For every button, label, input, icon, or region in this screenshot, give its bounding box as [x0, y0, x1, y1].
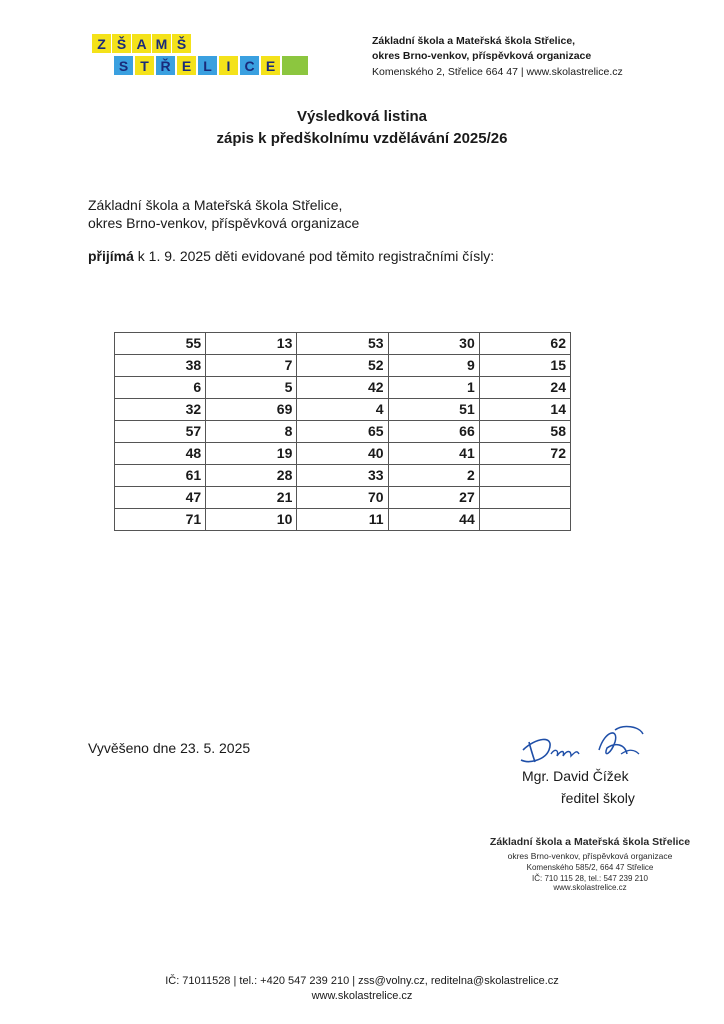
code-cell: 55	[115, 333, 206, 355]
logo-tile: A	[132, 34, 151, 53]
code-cell: 61	[115, 465, 206, 487]
code-cell: 10	[206, 509, 297, 531]
code-cell: 72	[479, 443, 570, 465]
code-cell: 38	[115, 355, 206, 377]
intro-line1: Základní škola a Mateřská škola Střelice,	[88, 197, 343, 213]
stamp-line1: Základní škola a Mateřská škola Střelice	[489, 836, 691, 848]
code-cell: 6	[115, 377, 206, 399]
code-cell	[479, 465, 570, 487]
code-cell: 53	[297, 333, 388, 355]
code-cell: 28	[206, 465, 297, 487]
table-row	[115, 377, 571, 399]
document-title: Výsledková listina	[296, 108, 428, 125]
code-cell: 24	[479, 377, 570, 399]
code-cell: 71	[115, 509, 206, 531]
code-cell: 27	[388, 487, 479, 509]
table-row	[115, 399, 571, 421]
logo-tile: E	[261, 56, 280, 75]
code-cell: 15	[479, 355, 570, 377]
signatory-name: Mgr. David Čížek	[522, 768, 629, 784]
code-cell: 30	[388, 333, 479, 355]
footer-contacts: IČ: 71011528 | tel.: +420 547 239 210 | zss@volny.cz, reditelna@skolastrelice.cz	[165, 975, 559, 987]
code-cell: 52	[297, 355, 388, 377]
table-row	[115, 443, 571, 465]
header-school-line1: Základní škola a Mateřská škola Střelice,	[372, 35, 576, 47]
code-cell: 9	[388, 355, 479, 377]
code-cell: 33	[297, 465, 388, 487]
code-cell: 48	[115, 443, 206, 465]
code-cell: 58	[479, 421, 570, 443]
posted-date: Vyvěšeno dne 23. 5. 2025	[88, 740, 251, 756]
header-school-name	[372, 34, 591, 64]
header-address: Komenského 2, Střelice 664 47 | www.skolastrelice.cz	[372, 66, 623, 78]
code-cell: 14	[479, 399, 570, 421]
logo-tile: L	[198, 56, 217, 75]
code-cell	[479, 509, 570, 531]
logo-tile: Š	[172, 34, 191, 53]
code-cell: 19	[206, 443, 297, 465]
logo-emblem-icon	[282, 56, 308, 75]
code-cell: 11	[297, 509, 388, 531]
code-cell: 62	[479, 333, 570, 355]
code-cell: 47	[115, 487, 206, 509]
code-cell: 1	[388, 377, 479, 399]
code-cell: 2	[388, 465, 479, 487]
code-cell: 51	[388, 399, 479, 421]
logo-tile: I	[219, 56, 238, 75]
logo-tile: S	[114, 56, 133, 75]
code-cell: 65	[297, 421, 388, 443]
header-school-line2: okres Brno-venkov, příspěvková organizace	[372, 50, 592, 62]
intro-line2: okres Brno-venkov, příspěvková organizace	[88, 215, 360, 231]
logo-tile: E	[177, 56, 196, 75]
table-row	[115, 333, 571, 355]
table-row	[115, 487, 571, 509]
accept-bold: přijímá	[88, 248, 134, 264]
school-logo	[92, 30, 322, 80]
code-cell: 44	[388, 509, 479, 531]
code-cell: 40	[297, 443, 388, 465]
code-cell: 7	[206, 355, 297, 377]
school-stamp	[470, 836, 710, 892]
logo-tile: Š	[112, 34, 131, 53]
code-cell: 5	[206, 377, 297, 399]
code-cell: 41	[388, 443, 479, 465]
code-cell: 21	[206, 487, 297, 509]
code-cell: 66	[388, 421, 479, 443]
code-cell: 57	[115, 421, 206, 443]
registration-codes-table	[114, 332, 571, 531]
signatory-role: ředitel školy	[561, 790, 635, 806]
accept-sentence	[88, 248, 494, 264]
code-cell: 70	[297, 487, 388, 509]
logo-tile: Ř	[156, 56, 175, 75]
code-cell	[479, 487, 570, 509]
table-row	[115, 465, 571, 487]
code-cell: 13	[206, 333, 297, 355]
code-cell: 32	[115, 399, 206, 421]
footer-website: www.skolastrelice.cz	[311, 990, 413, 1002]
handwritten-signature	[515, 720, 655, 770]
code-cell: 8	[206, 421, 297, 443]
logo-tile: C	[240, 56, 259, 75]
code-cell: 42	[297, 377, 388, 399]
stamp-line2: okres Brno-venkov, příspěvková organizace	[507, 851, 673, 861]
code-cell: 69	[206, 399, 297, 421]
logo-tile: T	[135, 56, 154, 75]
stamp-line5: www.skolastrelice.cz	[553, 883, 627, 892]
logo-tile: M	[152, 34, 171, 53]
stamp-line3: Komenského 585/2, 664 47 Střelice	[526, 863, 654, 872]
table-row	[115, 421, 571, 443]
logo-tile: Z	[92, 34, 111, 53]
code-cell: 4	[297, 399, 388, 421]
table-row	[115, 509, 571, 531]
accept-rest: k 1. 9. 2025 děti evidované pod těmito registračními čísly:	[133, 248, 495, 264]
table-row	[115, 355, 571, 377]
stamp-line4: IČ: 710 115 28, tel.: 547 239 210	[532, 874, 648, 883]
document-subtitle: zápis k předškolnímu vzdělávání 2025/26	[216, 130, 508, 147]
